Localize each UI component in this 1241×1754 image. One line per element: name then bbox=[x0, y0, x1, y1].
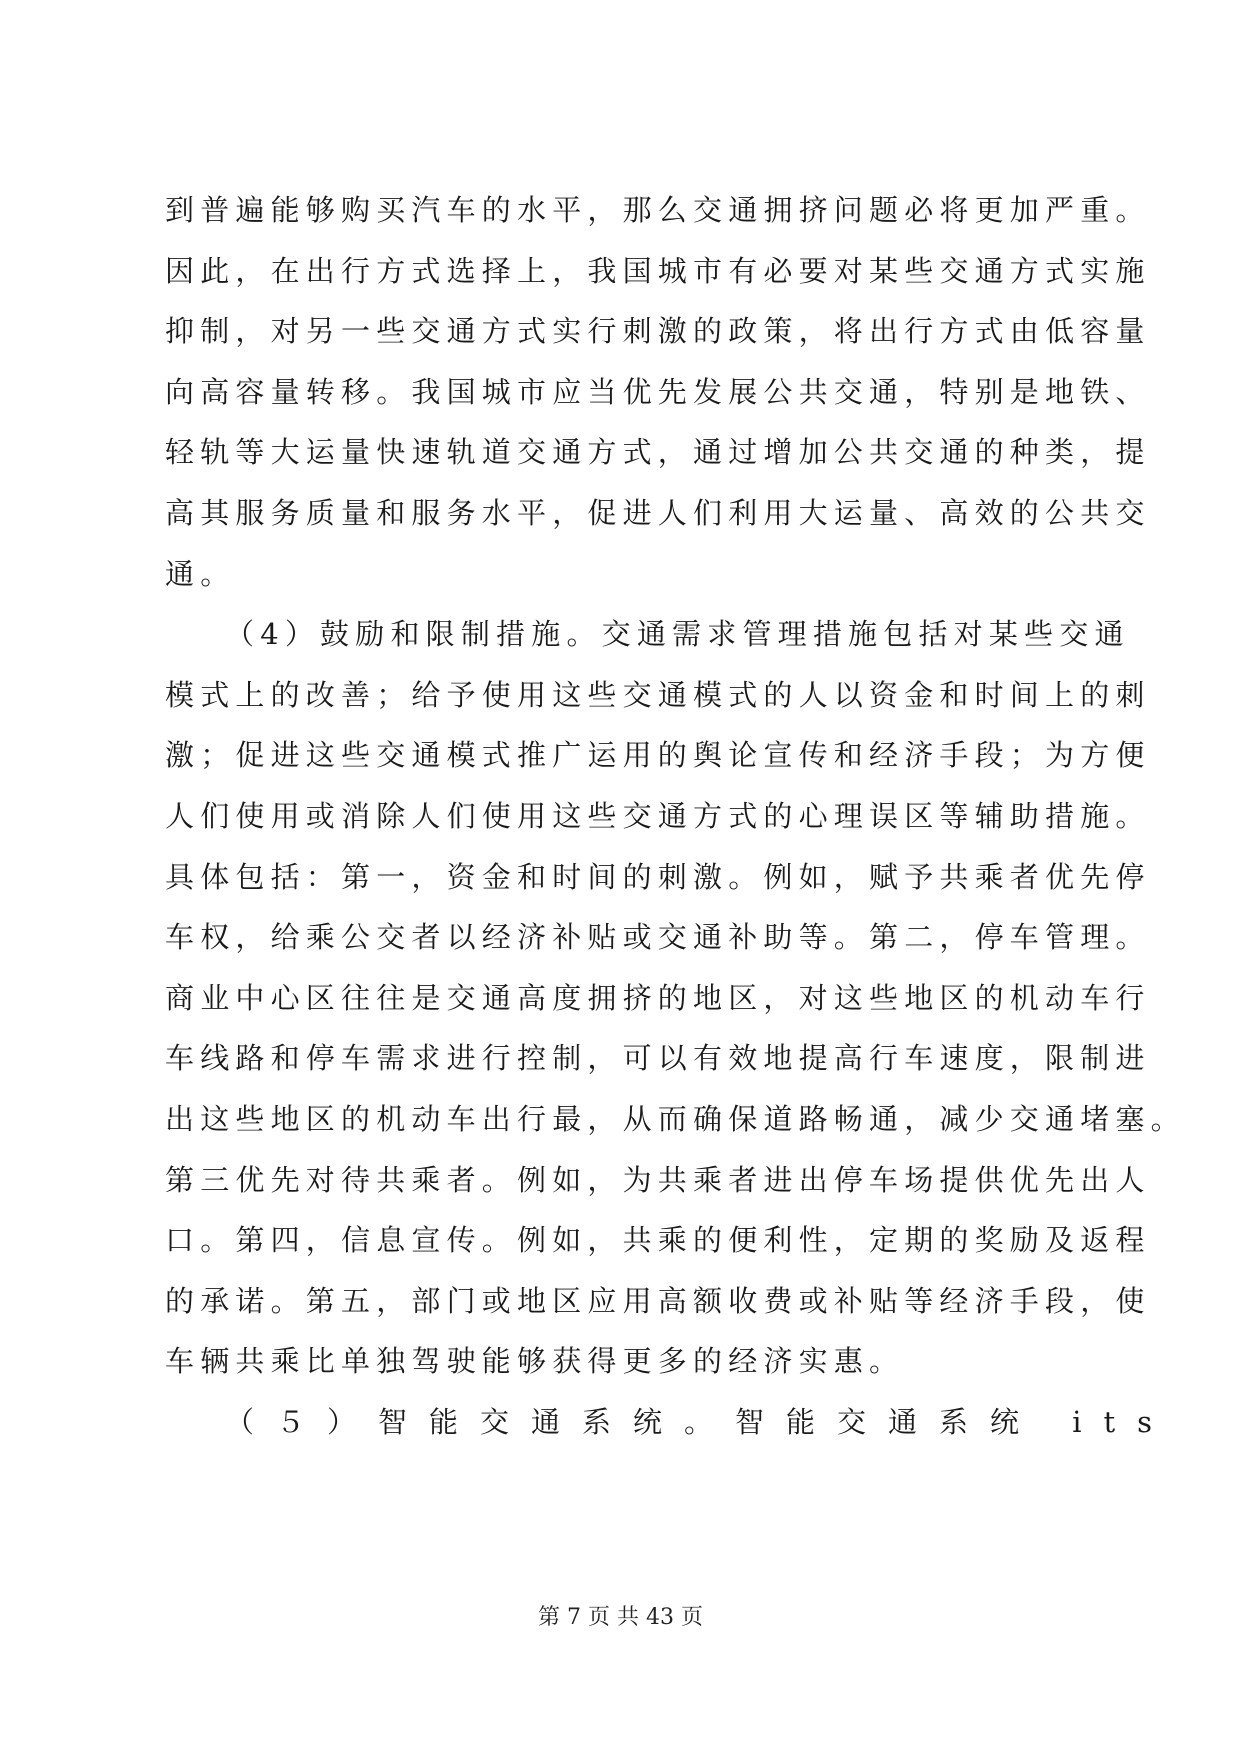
text-line: 车线路和停车需求进行控制，可以有效地提高行车速度，限制进 bbox=[165, 1041, 1151, 1076]
paragraph-start-line: （4）鼓励和限制措施。交通需求管理措施包括对某些交通 bbox=[225, 617, 1130, 652]
text-line: 口。第四，信息宣传。例如，共乘的便利性，定期的奖励及返程 bbox=[165, 1223, 1151, 1258]
text-line: 通。 bbox=[165, 556, 236, 591]
text-line: 具体包括：第一，资金和时间的刺激。例如，赋予共乘者优先停 bbox=[165, 859, 1151, 894]
document-body bbox=[165, 180, 1186, 1452]
text-line: 出这些地区的机动车出行最，从而确保道路畅通，减少交通堵塞。 bbox=[165, 1101, 1186, 1136]
text-line: 人们使用或消除人们使用这些交通方式的心理误区等辅助措施。 bbox=[165, 798, 1151, 833]
text-line: 向高容量转移。我国城市应当优先发展公共交通，特别是地铁、 bbox=[165, 374, 1151, 409]
text-line: 轻轨等大运量快速轨道交通方式，通过增加公共交通的种类，提 bbox=[165, 435, 1151, 470]
text-line: 高其服务质量和服务水平，促进人们利用大运量、高效的公共交 bbox=[165, 495, 1151, 530]
text-line: 激；促进这些交通模式推广运用的舆论宣传和经济手段；为方便 bbox=[165, 738, 1151, 773]
text-line: 商业中心区往往是交通高度拥挤的地区，对这些地区的机动车行 bbox=[165, 980, 1151, 1015]
text-line: 的承诺。第五，部门或地区应用高额收费或补贴等经济手段，使 bbox=[165, 1283, 1151, 1318]
text-line: 到普遍能够购买汽车的水平，那么交通拥挤问题必将更加严重。 bbox=[165, 193, 1151, 227]
text-line: 模式上的改善；给予使用这些交通模式的人以资金和时间上的刺 bbox=[165, 677, 1151, 712]
text-line: 第三优先对待共乘者。例如，为共乘者进出停车场提供优先出人 bbox=[165, 1162, 1151, 1197]
text-line: 因此，在出行方式选择上，我国城市有必要对某些交通方式实施 bbox=[165, 253, 1151, 288]
page-footer: 第 7 页 共 43 页 bbox=[538, 1605, 703, 1630]
text-line: 车权，给乘公交者以经济补贴或交通补助等。第二，停车管理。 bbox=[165, 920, 1151, 955]
paragraph-start-line: （５）智能交通系统。智能交通系统 its bbox=[225, 1404, 1175, 1439]
text-line: 抑制，对另一些交通方式实行刺激的政策，将出行方式由低容量 bbox=[165, 314, 1151, 349]
text-line: 车辆共乘比单独驾驶能够获得更多的经济实惠。 bbox=[165, 1344, 905, 1379]
